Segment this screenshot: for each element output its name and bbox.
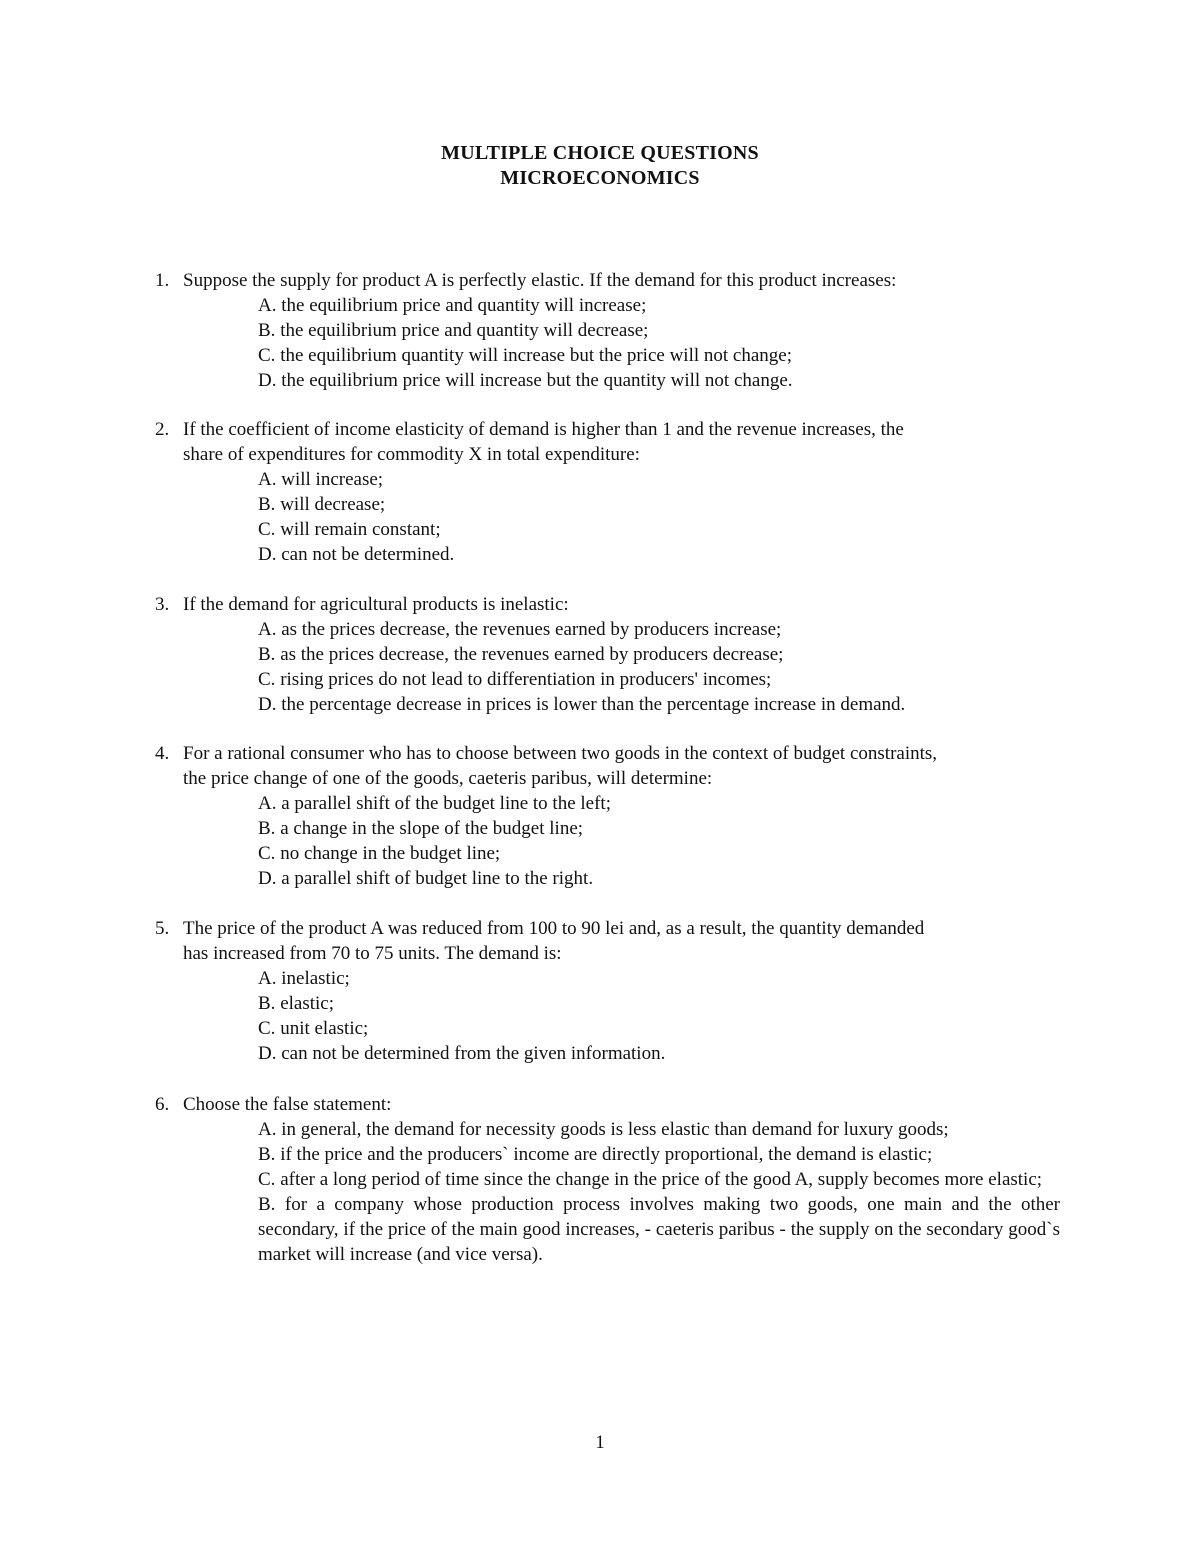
question-number: 4. [155,743,170,764]
question-1 [155,268,1065,393]
option-text: will remain constant; [275,519,441,540]
option-text: rising prices do not lead to differentiation in producers' incomes; [275,669,772,690]
option-text: can not be determined. [276,544,455,565]
question-stem-continued [155,941,1065,966]
option-text: unit elastic; [275,1018,369,1039]
question-3 [155,592,1065,717]
option-d [258,692,1065,717]
page-number: 1 [595,1432,605,1453]
question-text: If the demand for agricultural products is inelastic: [183,594,569,615]
option-letter: A. [258,968,277,989]
option-d [258,368,1065,393]
option-letter: D. [258,1043,277,1064]
question-stem [155,1092,1065,1117]
option-text: the equilibrium price and quantity will increase; [276,295,647,316]
option-letter: B. [258,818,276,839]
question-text: If the coefficient of income elasticity of demand is higher than 1 and the revenue increases, the [183,419,904,440]
option-letter: D. [258,868,277,889]
question-text: Suppose the supply for product A is perfectly elastic. If the demand for this product increases: [183,270,897,291]
question-stem-continued [155,442,1065,467]
option-text: can not be determined from the given information. [276,1043,666,1064]
option-b [258,318,1065,343]
option-text: the equilibrium quantity will increase but the price will not change; [275,345,792,366]
question-number: 2. [155,419,170,440]
option-c [258,1016,1065,1041]
option-b [258,991,1065,1016]
question-stem [155,741,1065,766]
question-text: has increased from 70 to 75 units. The demand is: [183,943,562,964]
option-letter: A. [258,619,277,640]
question-2 [155,417,1065,567]
option-letter: B. [258,993,276,1014]
question-number: 1. [155,270,170,291]
option-letter: B. [258,494,276,515]
option-c [258,841,1065,866]
option-c [258,517,1065,542]
question-number: 6. [155,1094,170,1115]
option-text: inelastic; [276,968,350,989]
option-b [258,1142,1060,1167]
option-text: for a company whose production process involves making two goods, one main and the other secondary, if the price of the main good increases, - caeteris paribus - the supply on the secondary good`s market will increase (and vice versa). [258,1194,1060,1265]
question-6 [155,1092,1065,1267]
option-b [258,492,1065,517]
option-letter: C. [258,1018,276,1039]
option-letter: A. [258,793,277,814]
option-letter: C. [258,345,276,366]
question-text: Choose the false statement: [183,1094,392,1115]
question-text: The price of the product A was reduced from 100 to 90 lei and, as a result, the quantity demanded [183,918,925,939]
option-text: if the price and the producers` income are directly proportional, the demand is elastic; [275,1144,933,1165]
option-text: a change in the slope of the budget line; [275,818,584,839]
option-text: the equilibrium price will increase but the quantity will not change. [276,370,793,391]
option-text: as the prices decrease, the revenues earned by producers increase; [276,619,782,640]
question-stem [155,592,1065,617]
option-letter: B. [258,1144,276,1165]
question-text: For a rational consumer who has to choose between two goods in the context of budget constraints, [183,743,938,764]
option-a [258,467,1065,492]
question-number: 5. [155,918,170,939]
option-b [258,642,1065,667]
option-letter: A. [258,295,277,316]
option-letter: C. [258,669,276,690]
option-letter: C. [258,843,276,864]
option-letter: D. [258,370,277,391]
option-c [258,343,1065,368]
question-stem-continued [155,766,1065,791]
document-title: MULTIPLE CHOICE QUESTIONS [441,142,759,164]
option-letter: A. [258,1119,277,1140]
option-d [258,1041,1065,1066]
option-text: the equilibrium price and quantity will decrease; [275,320,649,341]
question-text: share of expenditures for commodity X in total expenditure: [183,444,640,465]
question-text: the price change of one of the goods, caeteris paribus, will determine: [183,768,713,789]
option-text: the percentage decrease in prices is lower than the percentage increase in demand. [276,694,906,715]
option-letter: D. [258,544,277,565]
option-b [258,816,1065,841]
option-text: in general, the demand for necessity goods is less elastic than demand for luxury goods; [276,1119,949,1140]
option-a [258,293,1065,318]
option-a [258,1117,1060,1142]
option-letter: C. [258,1169,276,1190]
option-a [258,966,1065,991]
option-d [258,1192,1060,1267]
option-d [258,866,1065,891]
option-letter: D. [258,694,277,715]
document-subtitle: MICROECONOMICS [500,167,700,189]
option-d [258,542,1065,567]
option-letter: B. [258,644,276,665]
question-stem [155,268,1065,293]
option-text: a parallel shift of the budget line to the left; [276,793,611,814]
option-letter: B. [258,1194,276,1215]
option-c [258,667,1065,692]
option-text: no change in the budget line; [275,843,501,864]
question-stem [155,417,1065,442]
option-a [258,791,1065,816]
option-letter: B. [258,320,276,341]
option-text: will increase; [276,469,384,490]
option-text: a parallel shift of budget line to the right. [276,868,594,889]
option-text: elastic; [275,993,334,1014]
question-5 [155,916,1065,1066]
option-c [258,1167,1060,1192]
option-text: as the prices decrease, the revenues earned by producers decrease; [275,644,784,665]
option-a [258,617,1065,642]
question-stem [155,916,1065,941]
option-letter: A. [258,469,277,490]
question-4 [155,741,1065,891]
question-number: 3. [155,594,170,615]
option-letter: C. [258,519,276,540]
option-text: after a long period of time since the change in the price of the good A, supply becomes more elastic; [275,1169,1043,1190]
option-text: will decrease; [275,494,386,515]
